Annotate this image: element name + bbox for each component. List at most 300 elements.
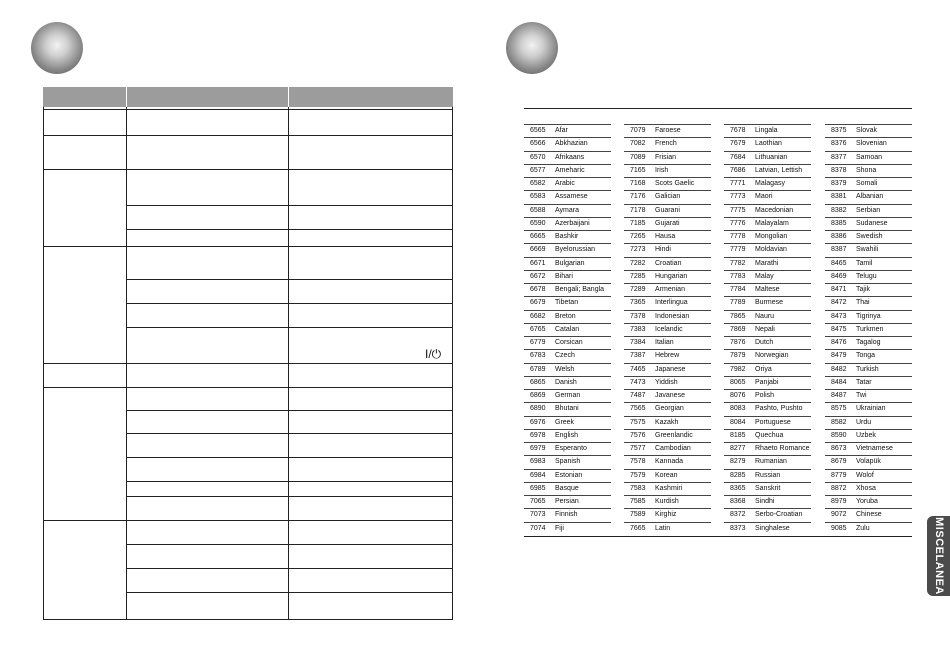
language-code: 8484 [831,378,847,386]
language-row [825,508,912,521]
language-code: 9085 [831,524,847,532]
language-name: Wolof [856,471,874,479]
language-code: 7079 [630,127,646,134]
troubleshooting-table [43,87,453,619]
language-name: Basque [555,484,579,492]
language-row [825,469,912,482]
language-code: 7073 [530,511,546,519]
language-code: 7176 [630,193,646,201]
language-code: 6984 [530,471,546,479]
language-name: Telugu [856,272,877,280]
language-code: 8368 [730,498,746,505]
language-name: Aymara [555,206,579,214]
language-row [724,429,811,442]
language-row [624,323,711,336]
language-row [524,522,611,535]
language-code: 8382 [831,206,847,214]
language-code: 7778 [730,233,746,240]
language-name: Galician [655,193,681,201]
language-name: Norwegian [755,352,789,360]
language-name: Maori [755,193,773,201]
language-code: 8379 [831,180,847,187]
language-name: Faroese [655,127,681,134]
language-name: Azerbaijani [555,219,590,227]
language-name: Assamese [555,193,588,201]
language-code: 6779 [530,339,546,346]
language-row [825,204,912,217]
language-row [624,376,711,389]
language-code: 6682 [530,312,546,320]
language-code: 7775 [730,206,746,214]
language-code: 7679 [730,140,746,148]
language-row [724,296,811,309]
language-name: Sindhi [755,498,775,505]
language-code: 8375 [831,127,847,134]
language-name: Maltese [755,286,780,293]
language-name: Malay [755,272,774,280]
language-code: 7684 [730,153,746,161]
language-name: Hebrew [655,352,680,360]
language-name: Xhosa [856,484,876,492]
language-code: 8473 [831,312,847,320]
language-code: 7383 [630,325,646,333]
language-row [724,442,811,455]
language-row [524,310,611,323]
language-name: Afrikaans [555,153,585,161]
language-name: English [555,431,578,439]
language-code: 8476 [831,339,847,346]
language-row [724,495,811,508]
language-name: Mongolian [755,233,788,240]
language-code: 7784 [730,286,746,293]
language-table-top-rule [524,108,912,109]
language-row [724,469,811,482]
language-row [624,310,711,323]
language-name: Serbo-Croatian [755,511,803,519]
language-row [825,310,912,323]
language-code: 8472 [831,299,847,307]
language-code: 7273 [630,246,646,254]
language-row [724,349,811,362]
language-name: Slovenian [856,140,887,148]
language-code: 8679 [831,458,847,466]
language-code: 6588 [530,206,546,214]
language-name: Danish [555,378,577,386]
language-code: 8475 [831,325,847,333]
language-row [524,442,611,455]
language-row [624,257,711,270]
language-name: Tagalog [856,339,881,346]
language-name: Burmese [755,299,784,307]
language-name: Yoruba [856,498,878,505]
language-row [724,416,811,429]
language-code: 8582 [831,418,847,426]
language-row [524,230,611,243]
language-code: 7789 [730,299,746,307]
language-code: 7579 [630,471,646,479]
language-code: 6890 [530,405,546,413]
section-tab [927,516,950,596]
language-code: 7387 [630,352,646,360]
language-name: Icelandic [655,325,683,333]
language-row [724,455,811,468]
language-code: 6583 [530,193,546,201]
language-row [825,230,912,243]
language-name: Armenian [655,286,685,293]
language-code: 8482 [831,365,847,373]
language-row [724,164,811,177]
language-row [724,137,811,150]
language-row [624,283,711,296]
language-name: Volapük [856,458,881,466]
language-name: Marathi [755,259,779,267]
language-row [724,482,811,495]
language-row [524,283,611,296]
language-row [524,177,611,190]
language-row [524,429,611,442]
language-column-1 [524,124,611,535]
language-row [825,217,912,230]
language-name: Arabic [555,180,575,187]
language-name: Croatian [655,259,682,267]
language-name: Kazakh [655,418,679,426]
language-code: 8185 [730,431,746,439]
language-row [524,296,611,309]
language-code: 6590 [530,219,546,227]
language-code: 6865 [530,378,546,386]
language-name: Kannada [655,458,684,466]
language-code: 8387 [831,246,847,254]
language-row [624,389,711,402]
language-name: Frisian [655,153,677,161]
language-code: 6665 [530,233,546,240]
language-row [524,363,611,376]
language-code: 7578 [630,458,646,466]
language-row [624,230,711,243]
language-name: Laothian [755,140,782,148]
language-name: Swahili [856,246,879,254]
section-tab-label: MISCELANEA [932,517,945,595]
language-row [724,204,811,217]
language-code: 7378 [630,312,646,320]
language-code: 7779 [730,246,746,254]
language-row [624,429,711,442]
language-name: Lithuanian [755,153,788,161]
language-row [624,124,711,137]
language-code: 9072 [831,511,847,519]
language-row [524,482,611,495]
language-code: 8479 [831,352,847,360]
language-name: Slovak [856,127,878,134]
language-name: Swedish [856,233,883,240]
language-name: Scots Gaelic [655,180,695,187]
language-row [524,124,611,137]
language-name: Bashkir [555,233,579,240]
language-name: Esperanto [555,445,587,452]
language-row [724,151,811,164]
language-code: 6869 [530,392,546,399]
language-code: 7982 [730,365,746,373]
language-name: Hausa [655,233,676,240]
language-code: 7365 [630,299,646,307]
language-code: 8065 [730,378,746,386]
language-row [724,336,811,349]
language-row [724,323,811,336]
language-name: Fiji [555,524,564,532]
language-name: Cambodian [655,445,691,452]
language-name: Greenlandic [655,431,693,439]
language-row [724,230,811,243]
language-name: Interlingua [655,299,688,307]
language-name: Yiddish [655,378,678,386]
language-code: 8872 [831,484,847,492]
language-row [624,469,711,482]
language-name: Vietnamese [856,445,893,452]
language-row [624,402,711,415]
language-row [825,522,912,535]
language-name: Malagasy [755,180,785,187]
language-code: 7265 [630,233,646,240]
language-name: Kurdish [655,498,679,505]
language-code: 6985 [530,484,546,492]
language-name: Russian [755,471,781,479]
language-name: Panjabi [755,378,779,386]
language-table-bottom-rule [524,536,912,537]
language-name: Italian [655,339,674,346]
language-name: Korean [655,471,678,479]
language-row [624,442,711,455]
language-row [724,177,811,190]
language-name: Tigrinya [856,312,881,320]
language-name: Javanese [655,392,685,399]
language-code: 8373 [730,524,746,532]
language-row [724,270,811,283]
language-row [825,243,912,256]
language-name: Urdu [856,418,872,426]
language-row [825,389,912,402]
language-row [624,190,711,203]
language-code: 7565 [630,405,646,413]
language-row [524,508,611,521]
language-row [825,270,912,283]
power-symbol: I/⏻ [425,347,442,361]
language-name: Quechua [755,431,784,439]
language-row [724,257,811,270]
language-code: 7576 [630,431,646,439]
language-code: 7384 [630,339,646,346]
language-row [724,243,811,256]
language-name: Catalan [555,325,580,333]
language-name: Finnish [555,511,578,519]
language-name: Nepali [755,325,775,333]
language-row [825,124,912,137]
language-code: 6669 [530,246,546,254]
language-row [624,270,711,283]
language-name: Twi [856,392,867,399]
language-row [724,124,811,137]
language-code: 7473 [630,378,646,386]
language-row [624,482,711,495]
language-code: 7074 [530,524,546,532]
language-row [524,217,611,230]
language-row [724,363,811,376]
language-code: 8386 [831,233,847,240]
language-name: Zulu [856,524,870,532]
language-row [825,190,912,203]
language-name: Turkmen [856,325,884,333]
language-code: 8285 [730,471,746,479]
language-code: 8979 [831,498,847,505]
language-row [524,455,611,468]
language-row [825,455,912,468]
language-code: 6582 [530,180,546,187]
language-code: 7575 [630,418,646,426]
language-name: Gujarati [655,219,680,227]
language-name: Turkish [856,365,879,373]
language-name: Latin [655,524,671,532]
language-row [524,416,611,429]
language-row [825,323,912,336]
language-code: 8385 [831,219,847,227]
language-name: German [555,392,581,399]
language-row [524,402,611,415]
language-name: Rumanian [755,458,787,466]
language-code: 7589 [630,511,646,519]
language-name: Estonian [555,471,583,479]
language-row [825,416,912,429]
language-row [825,376,912,389]
language-code: 8471 [831,286,847,293]
language-code: 6577 [530,166,546,174]
language-code: 7583 [630,484,646,492]
language-column-2 [624,124,711,535]
language-name: Bihari [555,272,573,280]
language-name: Tatar [856,378,872,386]
language-name: Pashto, Pushto [755,405,803,413]
language-name: Japanese [655,365,686,373]
language-name: Tajik [856,286,871,293]
language-row [724,217,811,230]
language-row [524,376,611,389]
language-code: 7185 [630,219,646,227]
language-row [624,217,711,230]
language-row [624,164,711,177]
language-row [724,376,811,389]
language-name: Uzbek [856,431,876,439]
language-name: Serbian [856,206,881,214]
language-row [825,402,912,415]
language-row [624,522,711,535]
language-code: 7178 [630,206,646,214]
language-code: 7089 [630,153,646,161]
language-code: 6671 [530,259,546,267]
language-code: 7869 [730,325,746,333]
language-name: Shona [856,166,877,174]
language-row [825,442,912,455]
language-name: Chinese [856,511,882,519]
language-row [524,190,611,203]
language-row [724,283,811,296]
language-name: Somali [856,180,878,187]
language-row [524,349,611,362]
language-name: Kashmiri [655,484,683,492]
language-row [524,257,611,270]
language-code: 8277 [730,445,746,452]
language-code: 8084 [730,418,746,426]
language-code: 6570 [530,153,546,161]
language-name: Oriya [755,365,772,373]
language-name: Singhalese [755,524,790,532]
language-row [825,363,912,376]
language-row [724,522,811,535]
language-code: 7665 [630,524,646,532]
language-row [624,349,711,362]
language-row [724,190,811,203]
table-header [43,87,453,107]
language-code: 8376 [831,140,847,148]
language-name: Thai [856,299,870,307]
language-code: 8465 [831,259,847,267]
language-code: 7773 [730,193,746,201]
language-row [624,336,711,349]
language-code: 6783 [530,352,546,360]
language-name: Polish [755,392,775,399]
language-name: Spanish [555,458,581,466]
language-code: 7585 [630,498,646,505]
language-code: 8469 [831,272,847,280]
language-code: 8372 [730,511,746,519]
language-row [524,270,611,283]
language-code: 8377 [831,153,847,161]
right-section-bullet [506,22,558,74]
language-name: Moldavian [755,246,787,254]
language-name: Sudanese [856,219,888,227]
language-row [825,151,912,164]
language-row [624,243,711,256]
language-code: 6983 [530,458,546,466]
language-code: 7771 [730,180,746,187]
language-name: Rhaeto Romance [755,445,810,452]
language-code: 6679 [530,299,546,307]
language-code: 8083 [730,405,746,413]
language-code: 6976 [530,418,546,426]
language-name: Guarani [655,206,680,214]
language-name: Bhutani [555,405,579,413]
language-name: Dutch [755,339,774,346]
language-name: Albanian [856,193,884,201]
language-name: Tamil [856,259,873,267]
language-name: Persian [555,498,579,505]
language-code: 8378 [831,166,847,174]
language-name: Tibetan [555,299,579,307]
language-row [825,177,912,190]
language-code: 6566 [530,140,546,148]
language-row [825,164,912,177]
language-name: Malayalam [755,219,789,227]
language-name: Hindi [655,246,671,254]
language-row [524,243,611,256]
language-code: 7285 [630,272,646,280]
language-name: Abkhazian [555,140,588,148]
language-code: 8779 [831,471,847,479]
language-code: 8365 [730,484,746,492]
language-row [624,204,711,217]
language-row [624,455,711,468]
language-name: Irish [655,166,669,174]
language-name: Greek [555,418,575,426]
language-row [724,508,811,521]
language-row [825,429,912,442]
